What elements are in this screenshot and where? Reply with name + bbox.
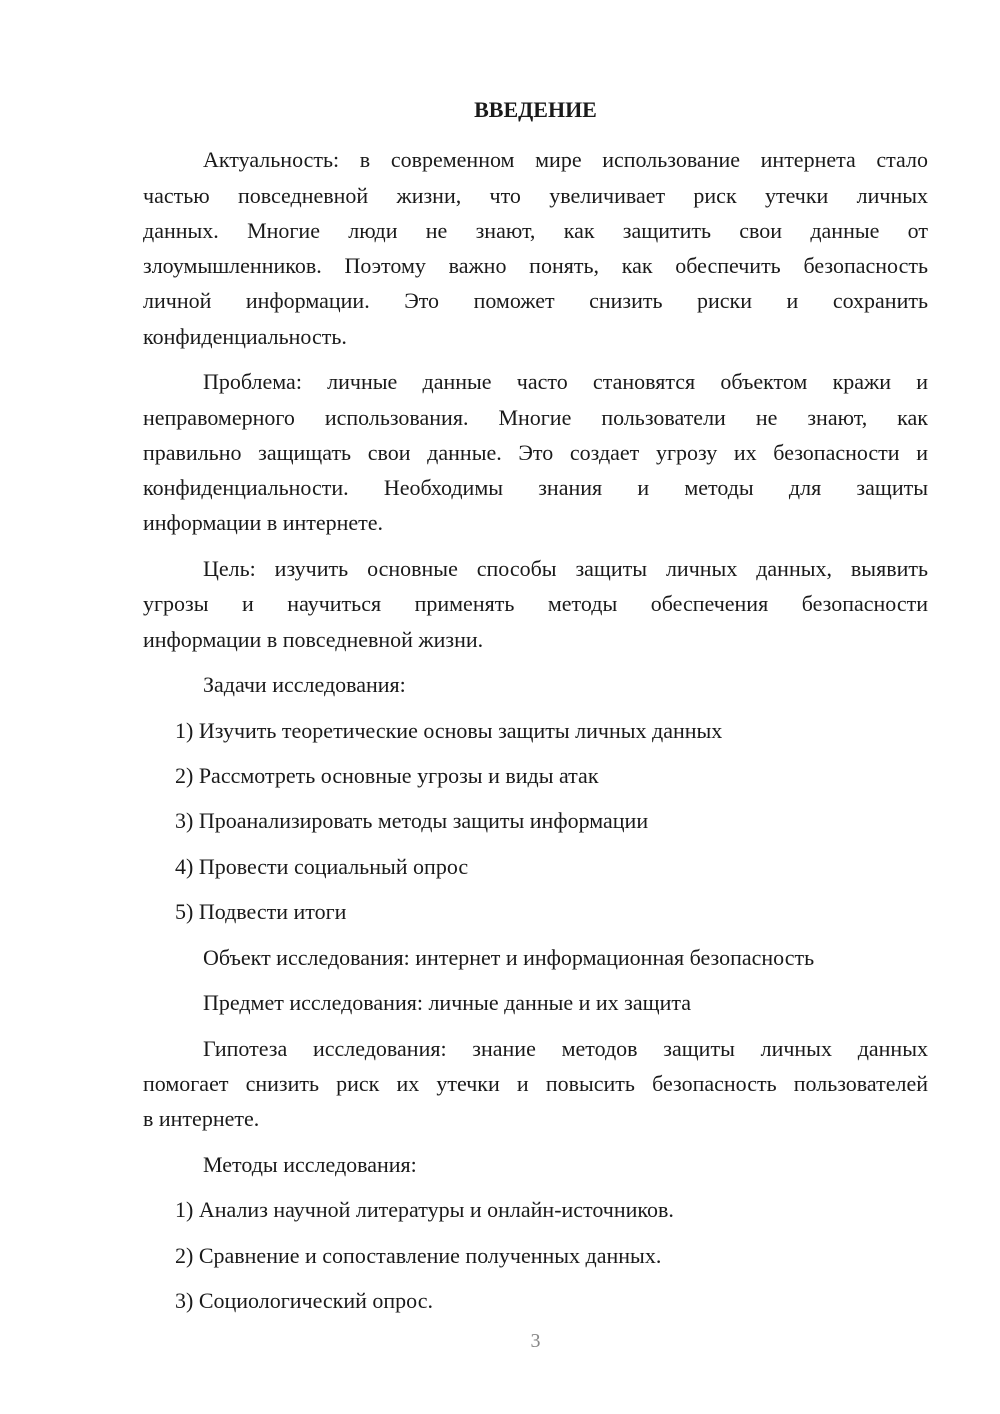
paragraph-relevance: [143, 142, 928, 354]
list-item: 2) Сравнение и сопоставление полученных данных.: [175, 1242, 662, 1268]
text-line: личной информации. Это поможет снизить риски и сохранить: [143, 288, 928, 314]
list-item: 1) Изучить теоретические основы защиты личных данных: [175, 717, 723, 743]
page-number: 3: [530, 1330, 541, 1352]
document-page: [143, 92, 928, 1329]
section-title: ВВЕДЕНИЕ: [474, 97, 597, 122]
paragraph-problem: [143, 364, 928, 540]
text-line: помогает снизить риск их утечки и повысить безопасность пользователей: [143, 1071, 928, 1097]
methods-heading: Методы исследования:: [203, 1151, 417, 1177]
list-item: 2) Рассмотреть основные угрозы и виды атак: [175, 762, 599, 788]
text-line: угрозы и научиться применять методы обеспечения безопасности: [143, 591, 928, 617]
text-line: информации в повседневной жизни.: [143, 626, 484, 652]
text-line: информации в интернете.: [143, 510, 384, 536]
text-line: в интернете.: [143, 1106, 260, 1132]
paragraph-goal: [143, 551, 928, 657]
text-line: данных. Многие люди не знают, как защитить свои данные от: [143, 217, 928, 243]
research-object: Объект исследования: интернет и информационная безопасность: [203, 944, 815, 970]
paragraph-hypothesis: [143, 1031, 928, 1137]
text-line: злоумышленников. Поэтому важно понять, как обеспечить безопасность: [143, 253, 928, 279]
list-item: 1) Анализ научной литературы и онлайн-источников.: [175, 1197, 674, 1223]
list-item: 3) Социологический опрос.: [175, 1288, 433, 1314]
text-line: неправомерного использования. Многие пользователи не знают, как: [143, 404, 928, 430]
list-item: 5) Подвести итоги: [175, 899, 347, 925]
list-item: 3) Проанализировать методы защиты информации: [175, 808, 649, 834]
text-line: Актуальность: в современном мире использование интернета стало: [203, 147, 928, 173]
text-line: частью повседневной жизни, что увеличивает риск утечки личных: [143, 182, 928, 208]
text-line: Цель: изучить основные способы защиты личных данных, выявить: [203, 555, 928, 581]
text-line: Проблема: личные данные часто становятся объектом кражи и: [203, 369, 928, 395]
tasks-heading: Задачи исследования:: [203, 672, 406, 698]
list-item: 4) Провести социальный опрос: [175, 853, 469, 879]
tasks-list: [143, 713, 928, 930]
research-subject: Предмет исследования: личные данные и их защита: [203, 990, 691, 1016]
text-line: Гипотеза исследования: знание методов защиты личных данных: [203, 1035, 928, 1061]
text-line: конфиденциальность.: [143, 323, 347, 349]
text-line: конфиденциальности. Необходимы знания и методы для защиты: [143, 475, 928, 501]
methods-list: [143, 1192, 928, 1318]
text-line: правильно защищать свои данные. Это создает угрозу их безопасности и: [143, 439, 928, 465]
